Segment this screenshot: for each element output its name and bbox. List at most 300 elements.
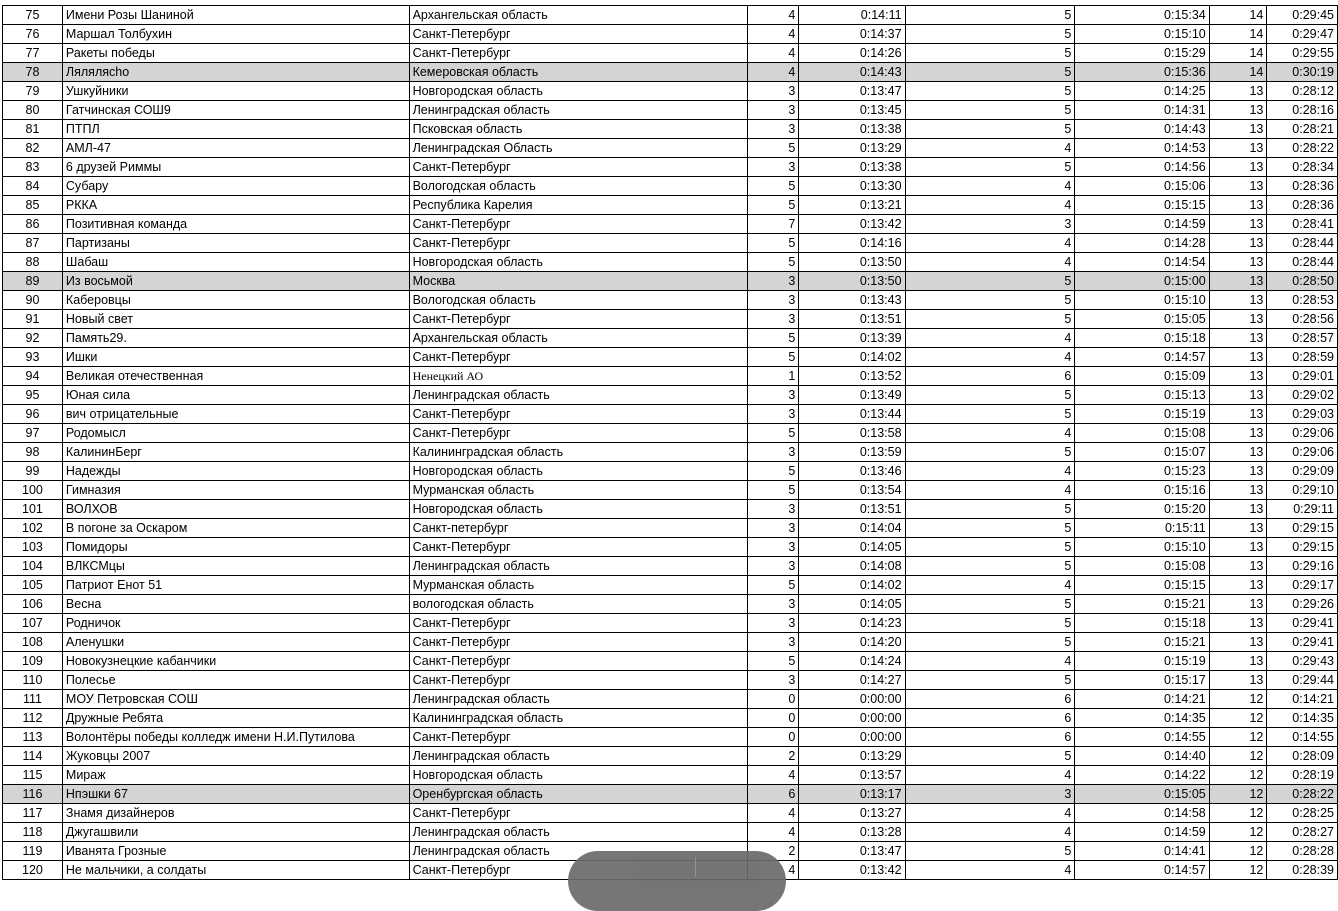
cell-number: 112: [3, 709, 63, 728]
cell-region: Санкт-петербург: [409, 519, 747, 538]
cell-score-b: 5: [905, 633, 1075, 652]
table-row: [3, 253, 1338, 272]
cell-total: 13: [1209, 82, 1267, 101]
table-row: [3, 576, 1338, 595]
cell-number: 118: [3, 823, 63, 842]
cell-time-a: 0:14:08: [799, 557, 905, 576]
cell-time-a: 0:13:30: [799, 177, 905, 196]
cell-score-a: 7: [747, 215, 799, 234]
cell-time-b: 0:14:58: [1075, 804, 1209, 823]
table-row: [3, 63, 1338, 82]
cell-team: Новокузнецкие кабанчики: [62, 652, 409, 671]
cell-time-a: 0:00:00: [799, 728, 905, 747]
cell-time-a: 0:13:47: [799, 82, 905, 101]
cell-number: 103: [3, 538, 63, 557]
cell-total-time: 0:29:55: [1267, 44, 1338, 63]
cell-total-time: 0:28:39: [1267, 861, 1338, 880]
cell-time-a: 0:13:28: [799, 823, 905, 842]
cell-time-b: 0:15:21: [1075, 595, 1209, 614]
cell-total: 13: [1209, 196, 1267, 215]
cell-score-a: 5: [747, 462, 799, 481]
cell-time-b: 0:14:35: [1075, 709, 1209, 728]
cell-total: 12: [1209, 766, 1267, 785]
cell-total-time: 0:29:06: [1267, 443, 1338, 462]
cell-time-a: 0:14:04: [799, 519, 905, 538]
cell-time-b: 0:15:23: [1075, 462, 1209, 481]
table-row: [3, 6, 1338, 25]
cell-number: 87: [3, 234, 63, 253]
cell-time-a: 0:14:43: [799, 63, 905, 82]
cell-time-a: 0:13:44: [799, 405, 905, 424]
cell-team: КалининБерг: [62, 443, 409, 462]
cell-region: Калининградская область: [409, 443, 747, 462]
cell-region: Санкт-Петербург: [409, 25, 747, 44]
cell-score-a: 3: [747, 405, 799, 424]
cell-time-a: 0:14:02: [799, 348, 905, 367]
cell-region: Ленинградская область: [409, 823, 747, 842]
cell-total-time: 0:28:59: [1267, 348, 1338, 367]
cell-total: 13: [1209, 348, 1267, 367]
cell-team: Новый свет: [62, 310, 409, 329]
cell-total: 13: [1209, 101, 1267, 120]
cell-score-b: 5: [905, 519, 1075, 538]
table-row: [3, 310, 1338, 329]
cell-region: Мурманская область: [409, 576, 747, 595]
cell-region: Санкт-Петербург: [409, 652, 747, 671]
cell-score-a: 4: [747, 766, 799, 785]
cell-total: 13: [1209, 500, 1267, 519]
cell-time-b: 0:15:00: [1075, 272, 1209, 291]
cell-total-time: 0:29:43: [1267, 652, 1338, 671]
cell-region: Ленинградская область: [409, 557, 747, 576]
cell-time-b: 0:15:10: [1075, 291, 1209, 310]
cell-total: 14: [1209, 25, 1267, 44]
table-row: [3, 747, 1338, 766]
cell-region: Санкт-Петербург: [409, 861, 747, 880]
cell-time-a: 0:14:23: [799, 614, 905, 633]
cell-time-b: 0:15:15: [1075, 196, 1209, 215]
cell-total: 12: [1209, 709, 1267, 728]
cell-total: 13: [1209, 253, 1267, 272]
cell-score-b: 4: [905, 424, 1075, 443]
cell-total-time: 0:29:15: [1267, 538, 1338, 557]
table-row: [3, 481, 1338, 500]
cell-region: Санкт-Петербург: [409, 215, 747, 234]
cell-number: 115: [3, 766, 63, 785]
cell-total: 13: [1209, 120, 1267, 139]
cell-region: Санкт-Петербург: [409, 44, 747, 63]
table-row: [3, 177, 1338, 196]
cell-score-b: 5: [905, 614, 1075, 633]
cell-team: Родничок: [62, 614, 409, 633]
cell-total-time: 0:29:41: [1267, 614, 1338, 633]
cell-region: Новгородская область: [409, 766, 747, 785]
cell-total-time: 0:28:16: [1267, 101, 1338, 120]
cell-time-b: 0:14:59: [1075, 823, 1209, 842]
cell-team: ВОЛХОВ: [62, 500, 409, 519]
cell-time-a: 0:13:39: [799, 329, 905, 348]
cell-total: 13: [1209, 405, 1267, 424]
cell-score-a: 3: [747, 500, 799, 519]
cell-time-b: 0:15:36: [1075, 63, 1209, 82]
cell-total-time: 0:28:50: [1267, 272, 1338, 291]
cell-score-b: 5: [905, 272, 1075, 291]
cell-number: 96: [3, 405, 63, 424]
cell-score-a: 3: [747, 158, 799, 177]
cell-total-time: 0:29:26: [1267, 595, 1338, 614]
table-row: [3, 386, 1338, 405]
cell-time-b: 0:15:08: [1075, 557, 1209, 576]
cell-score-a: 4: [747, 804, 799, 823]
cell-total-time: 0:29:41: [1267, 633, 1338, 652]
cell-time-a: 0:13:50: [799, 272, 905, 291]
cell-score-b: 4: [905, 576, 1075, 595]
cell-time-a: 0:14:02: [799, 576, 905, 595]
cell-total-time: 0:29:15: [1267, 519, 1338, 538]
cell-time-a: 0:13:21: [799, 196, 905, 215]
cell-time-b: 0:14:53: [1075, 139, 1209, 158]
results-table: [2, 5, 1338, 880]
cell-total-time: 0:29:03: [1267, 405, 1338, 424]
cell-number: 76: [3, 25, 63, 44]
cell-time-a: 0:13:38: [799, 120, 905, 139]
cell-number: 95: [3, 386, 63, 405]
cell-score-b: 4: [905, 329, 1075, 348]
cell-region: Ненецкий АО: [409, 367, 747, 386]
cell-score-a: 3: [747, 310, 799, 329]
cell-score-b: 5: [905, 25, 1075, 44]
cell-region: Санкт-Петербург: [409, 804, 747, 823]
cell-team: Не мальчики, а солдаты: [62, 861, 409, 880]
cell-time-b: 0:15:11: [1075, 519, 1209, 538]
cell-region: Новгородская область: [409, 500, 747, 519]
table-row: [3, 462, 1338, 481]
cell-score-a: 4: [747, 861, 799, 880]
cell-score-a: 2: [747, 747, 799, 766]
cell-score-a: 3: [747, 614, 799, 633]
cell-number: 81: [3, 120, 63, 139]
table-row: [3, 728, 1338, 747]
cell-team: Иванята Грозные: [62, 842, 409, 861]
floating-toolbar[interactable]: [568, 851, 786, 911]
cell-total: 12: [1209, 842, 1267, 861]
cell-score-b: 4: [905, 348, 1075, 367]
table-row: [3, 443, 1338, 462]
cell-region: Санкт-Петербург: [409, 234, 747, 253]
cell-time-b: 0:15:10: [1075, 25, 1209, 44]
cell-score-b: 4: [905, 652, 1075, 671]
table-row: [3, 348, 1338, 367]
cell-total-time: 0:30:19: [1267, 63, 1338, 82]
cell-team: Джугашвили: [62, 823, 409, 842]
cell-score-b: 3: [905, 785, 1075, 804]
table-row: [3, 272, 1338, 291]
cell-team: Позитивная команда: [62, 215, 409, 234]
cell-total-time: 0:28:41: [1267, 215, 1338, 234]
cell-time-a: 0:13:42: [799, 215, 905, 234]
cell-number: 101: [3, 500, 63, 519]
cell-total: 13: [1209, 291, 1267, 310]
cell-score-a: 3: [747, 82, 799, 101]
cell-region: Санкт-Петербург: [409, 405, 747, 424]
cell-team: Ляляляcho: [62, 63, 409, 82]
cell-total-time: 0:28:27: [1267, 823, 1338, 842]
cell-score-a: 3: [747, 557, 799, 576]
cell-team: Каберовцы: [62, 291, 409, 310]
cell-time-a: 0:13:29: [799, 139, 905, 158]
cell-time-a: 0:14:27: [799, 671, 905, 690]
cell-total: 14: [1209, 63, 1267, 82]
cell-time-a: 0:13:54: [799, 481, 905, 500]
cell-total-time: 0:28:56: [1267, 310, 1338, 329]
cell-time-a: 0:13:43: [799, 291, 905, 310]
cell-time-b: 0:15:05: [1075, 310, 1209, 329]
cell-score-a: 0: [747, 709, 799, 728]
cell-team: Дружные Ребята: [62, 709, 409, 728]
cell-time-b: 0:15:17: [1075, 671, 1209, 690]
cell-number: 84: [3, 177, 63, 196]
cell-team: Гатчинская СОШ9: [62, 101, 409, 120]
cell-number: 75: [3, 6, 63, 25]
cell-number: 102: [3, 519, 63, 538]
cell-region: Кемеровская область: [409, 63, 747, 82]
cell-score-a: 5: [747, 329, 799, 348]
cell-number: 100: [3, 481, 63, 500]
cell-time-b: 0:14:57: [1075, 861, 1209, 880]
toolbar-divider: [695, 857, 696, 877]
cell-score-a: 5: [747, 139, 799, 158]
cell-score-b: 5: [905, 120, 1075, 139]
cell-total-time: 0:28:44: [1267, 234, 1338, 253]
table-row: [3, 823, 1338, 842]
cell-team: РККА: [62, 196, 409, 215]
cell-region: Новгородская область: [409, 82, 747, 101]
cell-time-b: 0:15:29: [1075, 44, 1209, 63]
cell-time-b: 0:15:16: [1075, 481, 1209, 500]
cell-total: 12: [1209, 728, 1267, 747]
cell-total-time: 0:28:36: [1267, 196, 1338, 215]
cell-team: Имени Розы Шаниной: [62, 6, 409, 25]
cell-time-b: 0:14:59: [1075, 215, 1209, 234]
cell-time-b: 0:15:07: [1075, 443, 1209, 462]
table-row: [3, 766, 1338, 785]
cell-team: Мираж: [62, 766, 409, 785]
cell-time-b: 0:15:10: [1075, 538, 1209, 557]
cell-region: Ленинградская область: [409, 386, 747, 405]
cell-time-a: 0:13:49: [799, 386, 905, 405]
table-row: [3, 405, 1338, 424]
cell-team: Волонтёры победы колледж имени Н.И.Путилова: [62, 728, 409, 747]
cell-time-b: 0:14:54: [1075, 253, 1209, 272]
table-row: [3, 538, 1338, 557]
cell-time-b: 0:14:41: [1075, 842, 1209, 861]
cell-score-b: 5: [905, 310, 1075, 329]
cell-region: Республика Карелия: [409, 196, 747, 215]
cell-score-a: 2: [747, 842, 799, 861]
cell-number: 86: [3, 215, 63, 234]
cell-total: 13: [1209, 329, 1267, 348]
cell-time-a: 0:00:00: [799, 690, 905, 709]
table-row: [3, 158, 1338, 177]
cell-score-b: 5: [905, 291, 1075, 310]
cell-score-b: 5: [905, 158, 1075, 177]
cell-score-b: 3: [905, 215, 1075, 234]
cell-team: АМЛ-47: [62, 139, 409, 158]
cell-score-a: 3: [747, 386, 799, 405]
cell-total-time: 0:29:17: [1267, 576, 1338, 595]
cell-time-b: 0:14:21: [1075, 690, 1209, 709]
cell-total-time: 0:29:06: [1267, 424, 1338, 443]
cell-total: 13: [1209, 538, 1267, 557]
cell-score-b: 5: [905, 747, 1075, 766]
cell-number: 83: [3, 158, 63, 177]
cell-score-b: 6: [905, 728, 1075, 747]
cell-score-a: 5: [747, 177, 799, 196]
cell-region: Мурманская область: [409, 481, 747, 500]
table-row: [3, 139, 1338, 158]
cell-region: Санкт-Петербург: [409, 633, 747, 652]
cell-team: Нпэшки 67: [62, 785, 409, 804]
table-row: [3, 557, 1338, 576]
cell-region: Санкт-Петербург: [409, 614, 747, 633]
cell-score-b: 5: [905, 405, 1075, 424]
cell-score-a: 4: [747, 44, 799, 63]
cell-total-time: 0:14:55: [1267, 728, 1338, 747]
cell-total: 13: [1209, 158, 1267, 177]
cell-time-b: 0:14:40: [1075, 747, 1209, 766]
cell-total: 13: [1209, 424, 1267, 443]
cell-score-a: 5: [747, 196, 799, 215]
cell-region: Ленинградская Область: [409, 139, 747, 158]
cell-time-a: 0:13:59: [799, 443, 905, 462]
cell-region: Ленинградская область: [409, 842, 747, 861]
cell-time-b: 0:15:34: [1075, 6, 1209, 25]
cell-total-time: 0:28:09: [1267, 747, 1338, 766]
table-row: [3, 234, 1338, 253]
cell-time-a: 0:14:05: [799, 595, 905, 614]
cell-score-a: 4: [747, 63, 799, 82]
cell-total-time: 0:29:01: [1267, 367, 1338, 386]
cell-score-a: 3: [747, 519, 799, 538]
cell-total-time: 0:29:11: [1267, 500, 1338, 519]
cell-number: 99: [3, 462, 63, 481]
cell-total: 13: [1209, 462, 1267, 481]
cell-total: 13: [1209, 576, 1267, 595]
cell-team: Помидоры: [62, 538, 409, 557]
cell-score-b: 5: [905, 101, 1075, 120]
cell-team: Память29.: [62, 329, 409, 348]
cell-number: 104: [3, 557, 63, 576]
cell-score-a: 5: [747, 348, 799, 367]
cell-score-a: 3: [747, 538, 799, 557]
table-row: [3, 633, 1338, 652]
cell-score-b: 5: [905, 386, 1075, 405]
cell-team: Жуковцы 2007: [62, 747, 409, 766]
cell-total-time: 0:28:57: [1267, 329, 1338, 348]
table-row: [3, 196, 1338, 215]
cell-total-time: 0:28:12: [1267, 82, 1338, 101]
cell-total: 12: [1209, 747, 1267, 766]
cell-time-a: 0:14:37: [799, 25, 905, 44]
cell-total: 14: [1209, 44, 1267, 63]
cell-region: Санкт-Петербург: [409, 671, 747, 690]
cell-region: Москва: [409, 272, 747, 291]
cell-score-b: 5: [905, 63, 1075, 82]
cell-team: 6 друзей Риммы: [62, 158, 409, 177]
cell-total-time: 0:28:34: [1267, 158, 1338, 177]
cell-region: Калининградская область: [409, 709, 747, 728]
cell-time-a: 0:14:26: [799, 44, 905, 63]
cell-total: 13: [1209, 177, 1267, 196]
cell-region: Санкт-Петербург: [409, 424, 747, 443]
cell-time-b: 0:14:28: [1075, 234, 1209, 253]
cell-team: Знамя дизайнеров: [62, 804, 409, 823]
table-row: [3, 500, 1338, 519]
cell-region: Санкт-Петербург: [409, 538, 747, 557]
cell-team: Ракеты победы: [62, 44, 409, 63]
cell-number: 88: [3, 253, 63, 272]
table-row: [3, 44, 1338, 63]
cell-total-time: 0:28:22: [1267, 139, 1338, 158]
table-row: [3, 671, 1338, 690]
cell-time-a: 0:13:17: [799, 785, 905, 804]
table-row: [3, 120, 1338, 139]
cell-total-time: 0:28:19: [1267, 766, 1338, 785]
cell-region: Новгородская область: [409, 253, 747, 272]
cell-team: Родомысл: [62, 424, 409, 443]
cell-number: 106: [3, 595, 63, 614]
cell-time-b: 0:15:08: [1075, 424, 1209, 443]
table-row: [3, 709, 1338, 728]
cell-total-time: 0:14:21: [1267, 690, 1338, 709]
cell-time-a: 0:14:24: [799, 652, 905, 671]
cell-time-b: 0:15:05: [1075, 785, 1209, 804]
cell-total-time: 0:29:45: [1267, 6, 1338, 25]
cell-team: Гимназия: [62, 481, 409, 500]
cell-score-a: 4: [747, 25, 799, 44]
cell-number: 98: [3, 443, 63, 462]
table-row: [3, 367, 1338, 386]
cell-team: Патриот Енот 51: [62, 576, 409, 595]
cell-score-b: 6: [905, 690, 1075, 709]
cell-score-b: 5: [905, 443, 1075, 462]
cell-number: 92: [3, 329, 63, 348]
cell-score-b: 5: [905, 595, 1075, 614]
table-body: [3, 6, 1338, 880]
cell-team: МОУ Петровская СОШ: [62, 690, 409, 709]
cell-total: 13: [1209, 443, 1267, 462]
cell-number: 80: [3, 101, 63, 120]
cell-time-a: 0:13:52: [799, 367, 905, 386]
cell-team: Из восьмой: [62, 272, 409, 291]
table-row: [3, 329, 1338, 348]
cell-score-a: 3: [747, 443, 799, 462]
cell-time-b: 0:14:22: [1075, 766, 1209, 785]
cell-total: 12: [1209, 823, 1267, 842]
cell-region: вологодская область: [409, 595, 747, 614]
table-row: [3, 291, 1338, 310]
cell-number: 79: [3, 82, 63, 101]
cell-number: 78: [3, 63, 63, 82]
table-row: [3, 82, 1338, 101]
cell-total: 13: [1209, 272, 1267, 291]
cell-total: 13: [1209, 557, 1267, 576]
cell-team: Шабаш: [62, 253, 409, 272]
table-row: [3, 804, 1338, 823]
cell-region: Архангельская область: [409, 6, 747, 25]
cell-number: 110: [3, 671, 63, 690]
cell-time-b: 0:15:21: [1075, 633, 1209, 652]
